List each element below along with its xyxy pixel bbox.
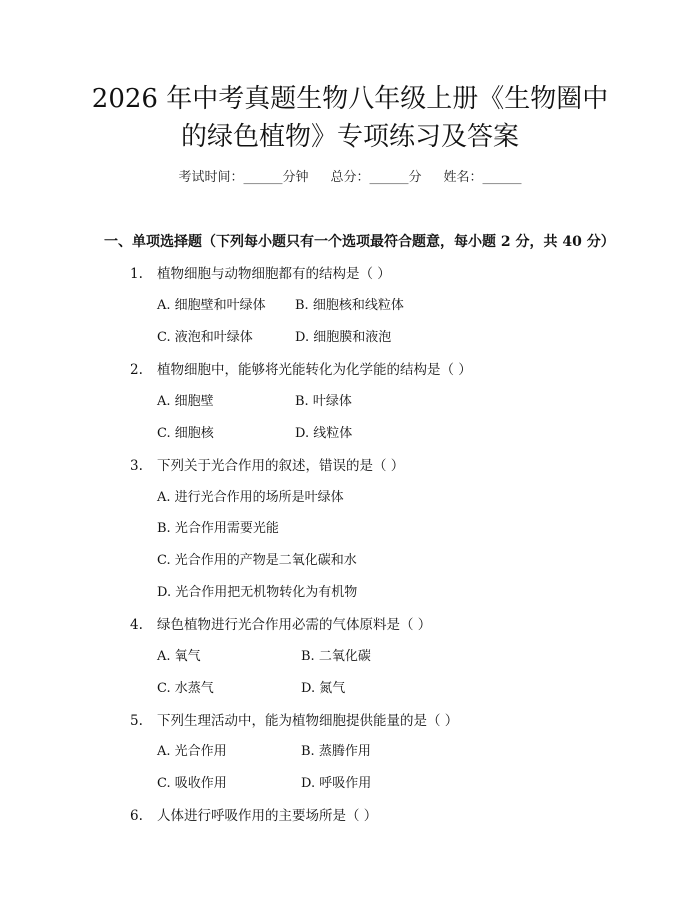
question-number: 6. bbox=[130, 808, 143, 824]
question-2-option-a: A. 细胞壁 bbox=[157, 394, 214, 409]
question-2 bbox=[130, 358, 472, 378]
question-3 bbox=[130, 454, 404, 474]
exam-time: 考试时间：______分钟 bbox=[178, 170, 309, 185]
title-line-2: 的绿色植物》专项练习及答案 bbox=[180, 122, 519, 152]
question-5-option-d: D. 呼吸作用 bbox=[301, 776, 372, 791]
question-4-option-b: B. 二氧化碳 bbox=[301, 649, 371, 664]
question-3-option-d: D. 光合作用把无机物转化为有机物 bbox=[157, 585, 358, 600]
question-4-option-d: D. 氮气 bbox=[301, 681, 346, 696]
question-4-option-a: A. 氧气 bbox=[157, 649, 201, 664]
question-stem: 植物细胞中，能够将光能转化为化学能的结构是（ ） bbox=[157, 362, 472, 378]
question-5 bbox=[130, 709, 458, 729]
exam-name: 姓名：______ bbox=[443, 170, 522, 185]
question-1-option-a: A. 细胞壁和叶绿体 bbox=[157, 298, 266, 313]
question-2-option-c: C. 细胞核 bbox=[157, 426, 214, 441]
exam-score: 总分：______分 bbox=[330, 170, 422, 185]
question-4-option-c: C. 水蒸气 bbox=[157, 681, 214, 696]
exam-meta bbox=[0, 166, 700, 185]
question-stem: 人体进行呼吸作用的主要场所是（ ） bbox=[157, 808, 378, 824]
question-4 bbox=[130, 613, 431, 633]
question-number: 4. bbox=[130, 617, 143, 633]
question-3-option-c: C. 光合作用的产物是二氧化碳和水 bbox=[157, 553, 357, 568]
section-heading-single-choice: 一、单项选择题（下列每小题只有一个选项最符合题意，每小题 2 分，共 40 分） bbox=[104, 234, 615, 250]
question-number: 3. bbox=[130, 458, 143, 474]
question-stem: 下列生理活动中，能为植物细胞提供能量的是（ ） bbox=[157, 713, 459, 729]
question-3-option-a: A. 进行光合作用的场所是叶绿体 bbox=[157, 490, 344, 505]
question-1-option-c: C. 液泡和叶绿体 bbox=[157, 330, 253, 345]
question-5-option-c: C. 吸收作用 bbox=[157, 776, 227, 791]
question-number: 5. bbox=[130, 713, 143, 729]
question-1-option-b: B. 细胞核和线粒体 bbox=[295, 298, 404, 313]
question-5-option-a: A. 光合作用 bbox=[157, 744, 227, 759]
question-6 bbox=[130, 804, 377, 824]
question-1-option-d: D. 细胞膜和液泡 bbox=[295, 330, 392, 345]
question-1 bbox=[130, 262, 391, 282]
question-stem: 绿色植物进行光合作用必需的气体原料是（ ） bbox=[157, 617, 432, 633]
document-title bbox=[60, 80, 640, 156]
question-5-option-b: B. 蒸腾作用 bbox=[301, 744, 371, 759]
question-stem: 下列关于光合作用的叙述，错误的是（ ） bbox=[157, 458, 405, 474]
question-number: 2. bbox=[130, 362, 143, 378]
question-stem: 植物细胞与动物细胞都有的结构是（ ） bbox=[157, 266, 391, 282]
question-3-option-b: B. 光合作用需要光能 bbox=[157, 521, 279, 536]
question-number: 1. bbox=[130, 266, 143, 282]
question-2-option-b: B. 叶绿体 bbox=[295, 394, 352, 409]
question-2-option-d: D. 线粒体 bbox=[295, 426, 353, 441]
title-line-1: 2026 年中考真题生物八年级上册《生物圈中 bbox=[91, 84, 609, 114]
